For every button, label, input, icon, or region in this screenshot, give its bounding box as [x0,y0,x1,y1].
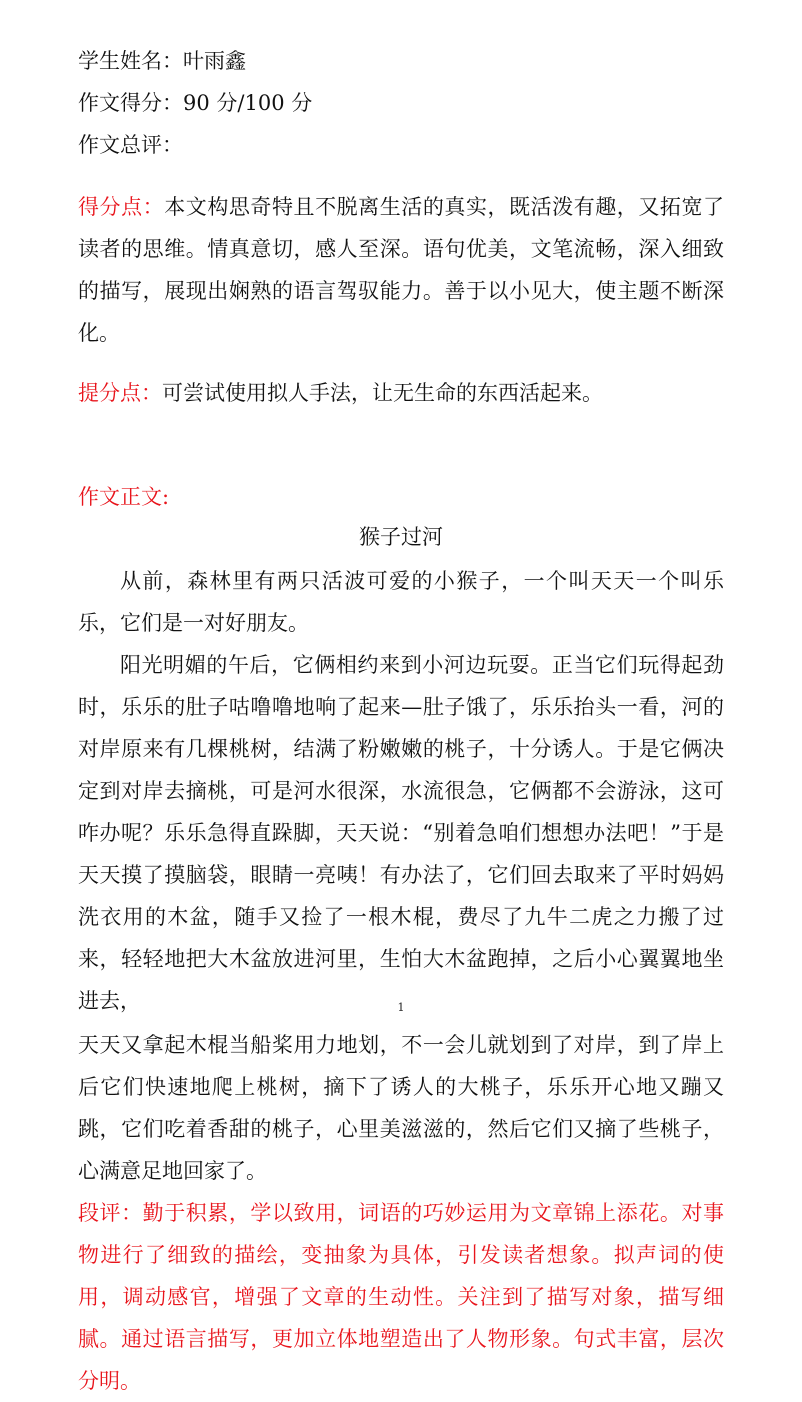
essay-score-label: 作文得分： [78,91,183,115]
strengths-paragraph [78,186,724,354]
student-name-label: 学生姓名： [78,49,183,73]
page-number: 1 [397,1001,405,1014]
essay-title: 猴子过河 [359,525,443,549]
strengths-label: 得分点： [78,195,165,219]
essay-heading: 作文正文: [78,485,170,509]
essay-paragraph-1: 从前，森林里有两只活波可爱的小猴子，一个叫天天一个叫乐乐，它们是一对好朋友。 [78,569,724,635]
improvements-paragraph [78,372,724,414]
paragraph-comment-label: 段评： [78,1201,143,1225]
improvements-label: 提分点： [78,381,162,405]
paragraph-comment-text: 勤于积累，学以致用，词语的巧妙运用为文章锦上添花。对事物进行了细致的描绘，变抽象为具体，引发读者想象。拟声词的使用，调动感官，增强了文章的生动性。关注到了描写对象，描写细腻。通过语言描写，更加立体地塑造出了人物形象。句式丰富，层次分明。 [78,1201,724,1393]
strengths-text: 本文构思奇特且不脱离生活的真实，既活泼有趣，又拓宽了读者的思维。情真意切，感人至深。语句优美，文笔流畅，深入细致的描写，展现出娴熟的语言驾驭能力。善于以小见大，使主题不断深化。 [78,195,725,345]
student-name-line [78,40,246,82]
overall-review-label: 作文总评： [78,133,183,157]
essay-paragraph-2: 阳光明媚的午后，它俩相约来到小河边玩耍。正当它们玩得起劲时，乐乐的肚子咕噜噜地响了起来—肚子饿了，乐乐抬头一看，河的对岸原来有几棵桃树，结满了粉嫩嫩的桃子，十分诱人。于是它俩决定到对岸去摘桃，可是河水很深，水流很急，它俩都不会游泳，这可咋办呢？乐乐急得直跺脚，天天说：“别着急咱们想想办法吧！”于是天天摸了摸脑袋，眼睛一亮咦！有办法了，它们回去取来了平时妈妈洗衣用的木盆，随手又捡了一根木棍，费尽了九牛二虎之力搬了过来，轻轻地把大木盆放进河里，生怕大木盆跑掉，之后小心翼翼地坐进去， [78,653,724,1013]
essay-score-value: 90 分/100 分 [183,91,313,115]
essay-score-line [78,82,312,124]
paragraph-comment [78,1192,724,1402]
student-name-value: 叶雨鑫 [183,49,246,73]
essay-paragraph-3: 天天又拿起木棍当船桨用力地划，不一会儿就划到了对岸，到了岸上后它们快速地爬上桃树，摘下了诱人的大桃子，乐乐开心地又蹦又跳，它们吃着香甜的桃子，心里美滋滋的，然后它们又摘了些桃子，心满意足地回家了。 [78,1033,724,1183]
improvements-text: 可尝试使用拟人手法，让无生命的东西活起来。 [162,381,603,405]
